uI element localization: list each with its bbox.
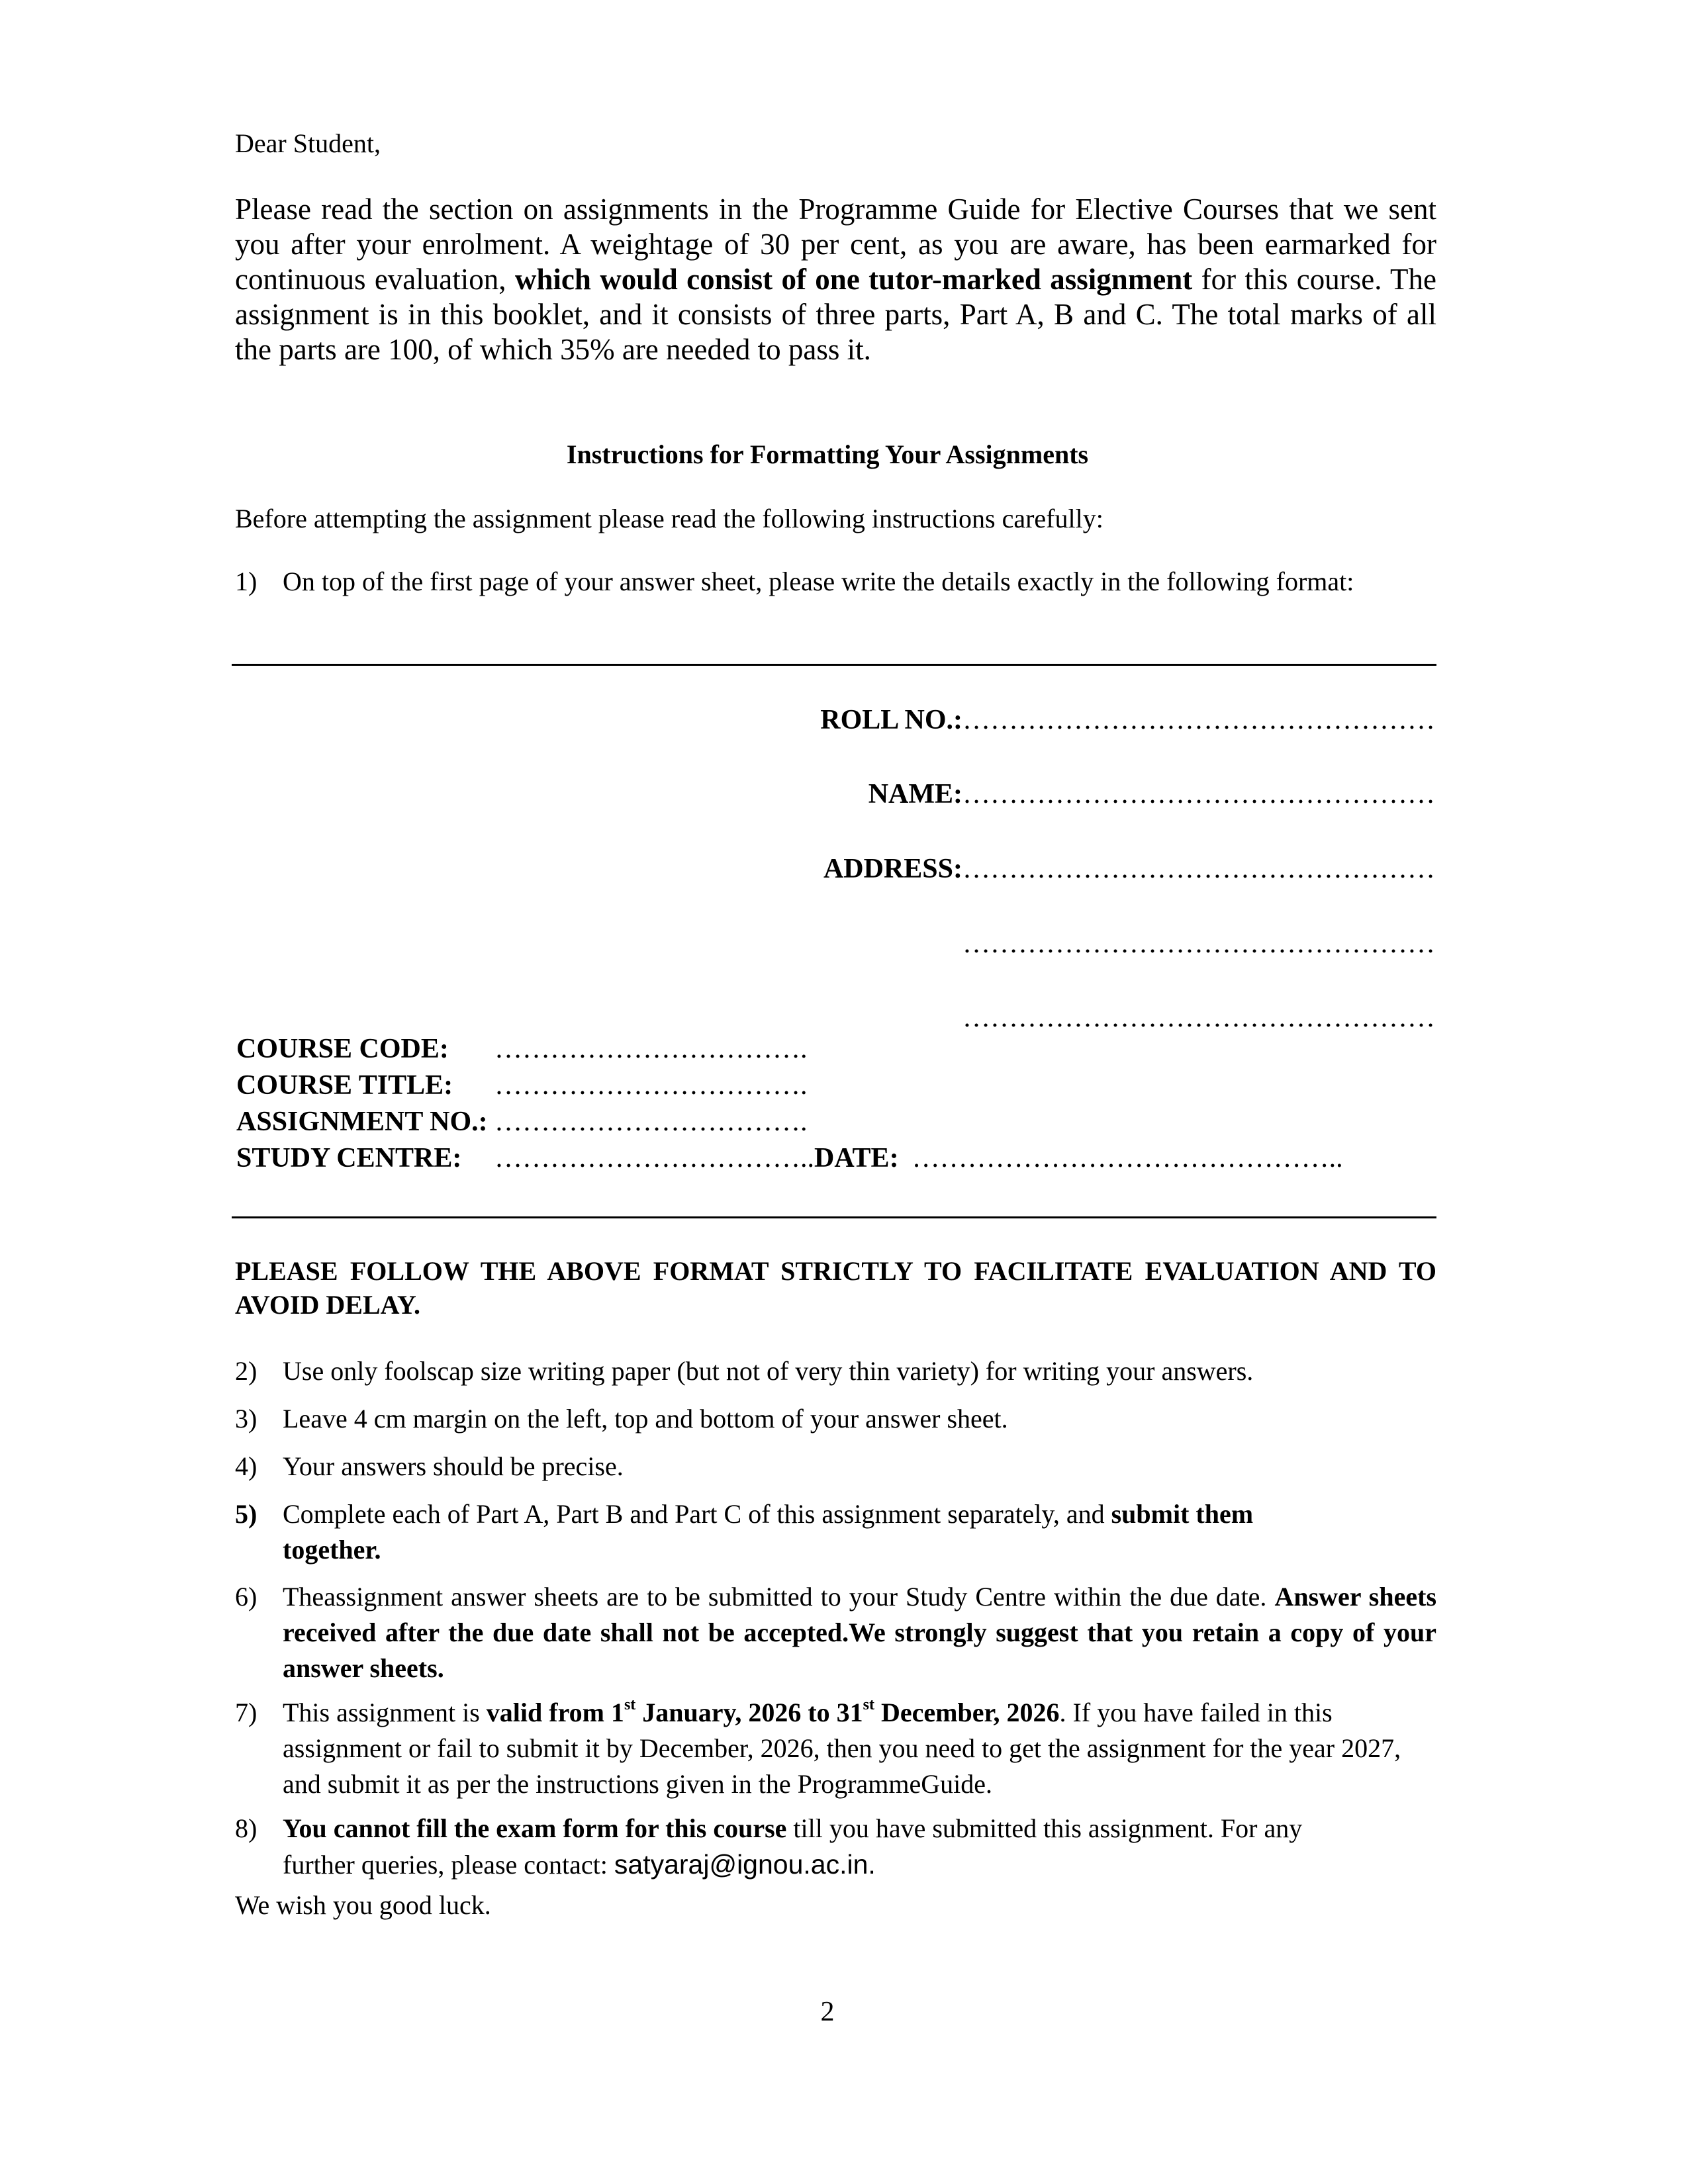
item-text: Leave 4 cm margin on the left, top and bottom of your answer sheet. <box>283 1404 1008 1433</box>
item-number: 3) <box>235 1404 258 1433</box>
item-text: On top of the first page of your answer sheet, please write the details exactly in the following format: <box>283 567 1354 596</box>
intro-text-1: Please read the section on assignments in the Programme Guide for Elective Courses that we sent you after your enrolment. A weightage of 30 per cent, as you are aware, has been earmarked for continuous evaluation, <box>235 193 1436 296</box>
roll-no-dots: …………………………………………… <box>962 705 1435 735</box>
item-text <box>283 1579 1436 1686</box>
study-centre-field <box>236 1142 1343 1175</box>
contact-email-link[interactable]: satyaraj@ignou.ac.in. <box>614 1849 876 1880</box>
item-number: 6) <box>235 1582 258 1612</box>
assignment-no-field <box>236 1105 808 1138</box>
item-number: 8) <box>235 1813 258 1843</box>
address-dots: …………………………………………… <box>962 854 1435 884</box>
intro-paragraph <box>235 192 1436 367</box>
item-8-text: till you have submitted this assignment. For any further queries, please contact: <box>283 1813 1303 1880</box>
item-7-bold-b: January, 2026 to 31 <box>635 1698 863 1727</box>
form-top-divider <box>232 664 1436 666</box>
name-label: NAME: <box>868 779 962 809</box>
date-label: DATE: <box>814 1143 899 1173</box>
list-item-4 <box>235 1449 1436 1484</box>
item-7-bold-c: December, 2026 <box>874 1698 1060 1727</box>
item-5-bold: submit them together. <box>283 1499 1254 1565</box>
item-6-bold: Answer sheets received after the due date shall not be accepted.We strongly suggest that you retain a copy of your answer sheets. <box>283 1582 1437 1683</box>
list-item-5 <box>235 1496 1436 1568</box>
name-dots: …………………………………………… <box>962 779 1435 809</box>
list-item-3 <box>235 1401 1436 1437</box>
page-number: 2 <box>820 1997 835 2027</box>
item-7-sup-a: st <box>624 1696 636 1713</box>
item-8-bold: You cannot fill the exam form for this course <box>283 1813 787 1843</box>
date-dots: ……………………………………….. <box>912 1143 1343 1173</box>
roll-no-field <box>820 704 1435 737</box>
address-label: ADDRESS: <box>823 854 962 884</box>
address-line-3: …………………………………………… <box>962 1003 1435 1033</box>
list-item-6 <box>235 1579 1436 1686</box>
item-text: Your answers should be precise. <box>283 1451 624 1481</box>
closing-line: We wish you good luck. <box>235 1890 491 1920</box>
address-field <box>823 852 1435 886</box>
course-title-field <box>236 1069 808 1102</box>
name-field <box>868 778 1435 811</box>
item-7-post: . If you have failed in this assignment or fail to submit it by December, 2026, then you need to get the assignment for the year 2027, and submit it as per the instructions given in the ProgrammeGuide. <box>283 1698 1401 1799</box>
item-7-bold-a: valid from 1 <box>486 1698 624 1727</box>
item-6-text: Theassignment answer sheets are to be submitted to your Study Centre within the due date. <box>283 1582 1275 1612</box>
study-centre-dots: …………………………….. <box>494 1143 814 1173</box>
course-code-label: COURSE CODE: <box>236 1034 449 1064</box>
format-notice: PLEASE FOLLOW THE ABOVE FORMAT STRICTLY TO FACILITATE EVALUATION AND TO AVOID DELAY. <box>235 1256 1436 1320</box>
item-text <box>283 1811 1436 1883</box>
item-7-pre: This assignment is <box>283 1698 487 1727</box>
address-line-2: …………………………………………… <box>962 929 1435 959</box>
item-number: 5) <box>235 1499 258 1529</box>
roll-no-label: ROLL NO.: <box>820 705 962 735</box>
list-item-1 <box>235 564 1436 600</box>
study-centre-label: STUDY CENTRE: <box>236 1143 462 1173</box>
item-text <box>283 1695 1436 1802</box>
item-text: Use only foolscap size writing paper (but not of very thin variety) for writing your answers. <box>283 1356 1254 1386</box>
item-7-sup-b: st <box>863 1696 874 1713</box>
assignment-no-label: ASSIGNMENT NO.: <box>236 1107 488 1137</box>
instructions-intro: Before attempting the assignment please read the following instructions carefully: <box>235 504 1103 533</box>
assignment-no-dots: ……………………………. <box>494 1107 808 1137</box>
list-item-2 <box>235 1353 1436 1389</box>
section-heading: Instructions for Formatting Your Assignments <box>566 439 1089 469</box>
list-item-8 <box>235 1811 1436 1883</box>
form-bottom-divider <box>232 1216 1436 1218</box>
item-number: 4) <box>235 1451 258 1481</box>
list-item-7 <box>235 1695 1436 1802</box>
greeting: Dear Student, <box>235 128 381 158</box>
item-number: 2) <box>235 1356 258 1386</box>
intro-bold: which would consist of one tutor-marked assignment <box>514 263 1193 296</box>
course-title-label: COURSE TITLE: <box>236 1070 453 1101</box>
item-5-text: Complete each of Part A, Part B and Part C of this assignment separately, and <box>283 1499 1111 1529</box>
item-number: 1) <box>235 567 258 596</box>
item-number: 7) <box>235 1698 258 1727</box>
intro-text-2: for this course. The assignment is in this booklet, and it consists of three parts, Part A, B and C. The total marks of all the parts are 100, of which 35% are needed to pass it. <box>235 263 1436 366</box>
course-code-field <box>236 1032 808 1066</box>
course-title-dots: ……………………………. <box>494 1070 808 1101</box>
item-text <box>283 1496 1436 1568</box>
course-code-dots: ……………………………. <box>494 1034 808 1064</box>
